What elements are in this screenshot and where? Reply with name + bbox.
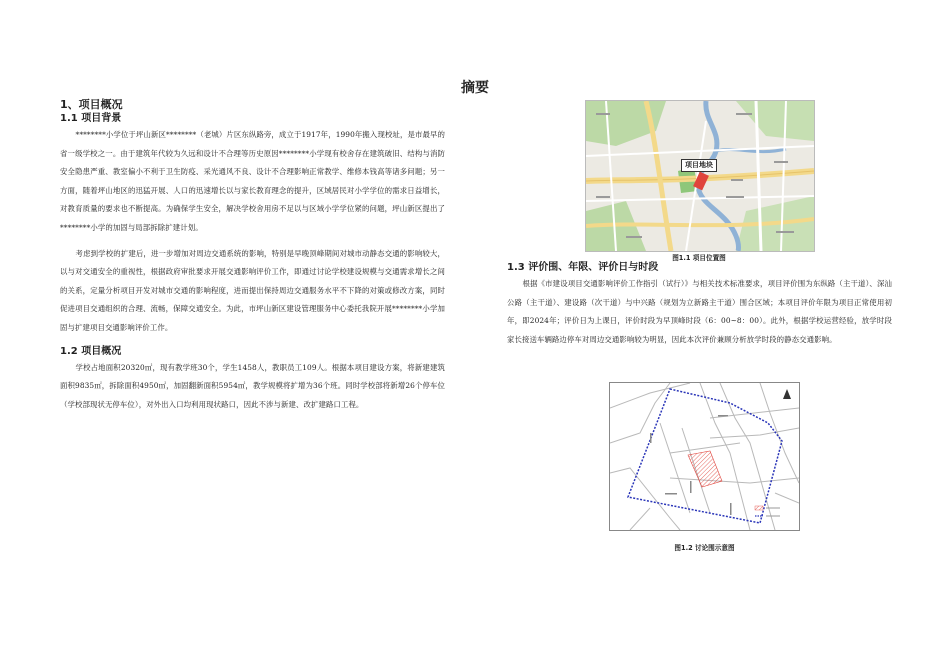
section-1-3-heading: 1.3 评价围、年限、评价日与时段	[507, 262, 659, 273]
section-1-1-heading: 1.1 项目背景	[60, 113, 122, 124]
figure-1-2-caption: 图1.2 讨论围示意图	[674, 544, 735, 552]
figure-1-1-caption: 图1.1 项目位置图	[672, 254, 726, 262]
section-1-2-heading: 1.2 项目概况	[60, 345, 122, 357]
left-column	[60, 98, 445, 414]
study-area-diagram	[609, 382, 800, 531]
section-1-heading: 1、项目概况	[60, 98, 123, 111]
project-site-label: 项目地块	[681, 159, 717, 172]
study-area-graphic	[610, 383, 799, 530]
page-title: 摘要	[461, 80, 489, 96]
background-paragraph-1: ********小学位于坪山新区********（老城）片区东纵路旁，成立于1917年，1990年搬入现校址，是市最早的省一级学校之一。由于建筑年代较为久远和设计不合理等历史原因********小学现有校舍存在建筑破旧、结构与消防安全隐患严重、教室偏小不利于卫生防疫、采光通风不良、设计不合理影响正常教学、维修本钱高等诸多问题；另一方面，随着坪山地区的迅猛开展、人口的迅速增长以与家长教育理念的提升，区域居民对小学学位的需求日益增长，对教育质量的要求也不断提高。为确保学生安全，解决学校舍用房不足以与区域小学学位紧的问题，坪山新区提出了********小学的加固与局部拆除扩建计划。	[60, 130, 445, 232]
location-map-graphic	[586, 101, 814, 251]
location-map	[585, 100, 815, 252]
right-column	[507, 96, 892, 556]
overview-paragraph: 学校占地面积20320㎡，现有教学班30个，学生1458人，教职员工109人。根据本项目建设方案，将新建建筑面积9835㎡，拆除面积4950㎡，加固翻新面积5954㎡，教学规模将扩增为36个班。同时学校部将新增26个停车位（学校部现状无停车位），对外出入口均利用现状路口，因此不涉与新建、改扩建路口工程。	[60, 362, 445, 409]
north-arrow-icon	[783, 389, 791, 399]
background-paragraph-2: 考虑到学校的扩建后，进一步增加对周边交通系统的影响，特别是早晚顶峰期间对城市动静态交通的影响较大，以与对交通安全的重视性，根据政府审批要求开展交通影响评价工作，即通过讨论学校建设规模与交通需求增长之间的关系，定量分析项目开发对城市交通的影响程度，进而提出保持周边交通服务水平不下降的对策或修改方案，同时促进项目交通组织的合理、流畅，保障交通安全。为此，市坪山新区建设管理服务中心委托我院开展********小学加固与扩建项目交通影响评价工作。	[60, 248, 445, 332]
evaluation-scope-paragraph: 根据《市建设项目交通影响评价工作指引（试行）》与相关技术标准要求，项目评价围为东纵路（主干道）、深汕公路（主干道）、建设路（次干道）与中兴路（规划为立新路主干道）围合区域；本项目评价年限为项目正常使用初年，即2024年；评价日为上课日，评价时段为早顶峰时段（6：00~8：00）。此外，根据学校运营经验，放学时段家长接送车辆路边停车对周边交通影响较为明显，因此本次评价兼顾分析放学时段的静态交通影响。	[507, 279, 892, 344]
